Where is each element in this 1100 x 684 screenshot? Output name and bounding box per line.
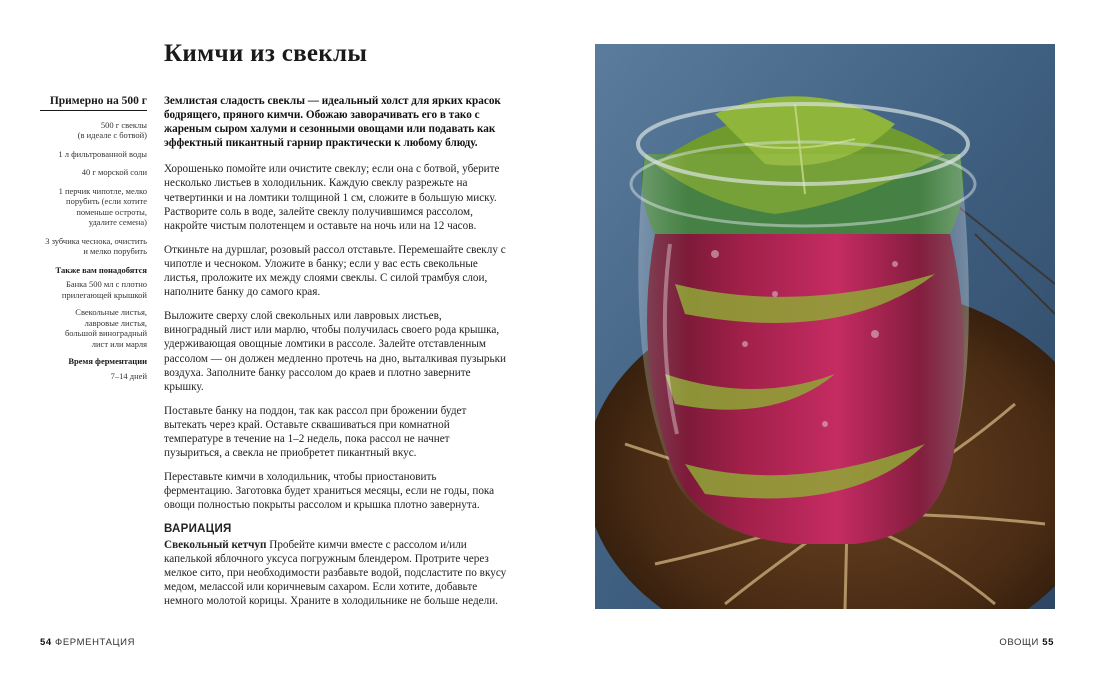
fermentation-heading: Время ферментации xyxy=(68,356,147,366)
yield-heading: Примерно на 500 г xyxy=(40,96,147,111)
section-name-left: ФЕРМЕНТАЦИЯ xyxy=(55,637,136,648)
method-paragraph: Поставьте банку на поддон, так как рассол при брожении будет вытекать через край. Оставьте сквашиваться при комнатной температуре в течение на 1–2 недель, пока рассол не начнет пузыриться, а свекла не приобретет пикантный вкус. xyxy=(164,404,467,460)
footer-left xyxy=(40,637,135,648)
also-needed-heading: Также вам понадобятся xyxy=(55,264,147,275)
method-paragraph: Хорошенько помойте или очистите свеклу; если она с ботвой, уберите несколько листьев в холодильник. Каждую свеклу разрежьте на четвертинки и на ломтики толщиной 1 см, сложите в большую миску. Растворите соль в воде, залейте свеклу получившимся рассолом, накройте чистым полотенцем и оставьте на ночь или на 12 часов. xyxy=(164,163,500,232)
lead-paragraph: Землистая сладость свеклы — идеальный холст для ярких красок бодрящего, пряного кимчи. Обожаю заворачивать его в тако с жареным сыром халуми и сезонными овощами или подавать как эффектный пикантный гарнир практически к любому блюду. xyxy=(164,95,501,150)
page-title: Кимчи из свеклы xyxy=(164,40,368,67)
jar-illustration xyxy=(595,44,1055,609)
equipment-list xyxy=(40,279,147,349)
ingredients-sidebar xyxy=(40,96,147,381)
ingredient-item: 40 г морской соли xyxy=(81,167,147,177)
method-paragraph: Переставьте кимчи в холодильник, чтобы приостановить ферментацию. Заготовка будет храниться месяцы, если не годы, пока овощи полностью покрыты рассолом и крышка плотно завернута. xyxy=(164,471,495,512)
variation-title: Свекольный кетчуп xyxy=(164,538,267,551)
ingredient-item: 1 перчик чипотле, мелко порубить (если хотите поменьше остроты, удалите семена) xyxy=(58,185,147,227)
ingredient-item: 1 л фильтрованной воды xyxy=(58,148,147,159)
method-paragraph: Откиньте на дуршлаг, розовый рассол отставьте. Перемешайте свеклу с чипотле и чесноком. Уложите в банку; если у вас есть свекольные листья, проложите их между слоями свеклы. С силой трамбуя слои, наполните банку до самого края. xyxy=(164,243,506,299)
page-number-left: 54 xyxy=(40,637,52,648)
ingredient-item: 500 г свеклы (в идеале с ботвой) xyxy=(77,119,147,140)
section-name-right: ОВОЩИ xyxy=(999,637,1039,648)
ingredient-item: 3 зубчика чеснока, очистить и мелко порубить xyxy=(45,235,147,256)
footer-right xyxy=(999,637,1054,648)
beet-kimchi-jar-photo xyxy=(595,44,1055,609)
method-paragraph: Выложите сверху слой свекольных или лавровых листьев, виноградный лист или марлю, чтобы получилась своего рода крышка, удерживающая овощные ломтики в рассоле. Залейте отставленным рассолом — он должен медленно протечь на дно, выталкивая пузырьки воздуха. Заполните банку рассолом до краев и плотно заверните крышку. xyxy=(164,310,507,393)
recipe-body xyxy=(164,94,507,618)
page-number-right: 55 xyxy=(1042,637,1054,648)
equipment-item: Свекольные листья, лавровые листья, большой виноградный лист или марля xyxy=(64,307,147,349)
equipment-item: Банка 500 мл с плотно прилегающей крышкой xyxy=(61,279,147,300)
fermentation-time: 7–14 дней xyxy=(110,370,147,381)
ingredient-list xyxy=(40,120,147,257)
variation-text: Пробейте кимчи вместе с рассолом и/или капелькой яблочного уксуса погружным блендером. Протрите через мелкое сито, при необходимости разбавьте водой, подсластите по вкусу медом, мелассой или коричневым сахаром. Если хотите, добавьте немного молотой корицы. Храните в холодильнике не больше недели. xyxy=(164,538,507,607)
variation-heading: ВАРИАЦИЯ xyxy=(164,523,232,536)
variation-paragraph xyxy=(164,538,507,608)
